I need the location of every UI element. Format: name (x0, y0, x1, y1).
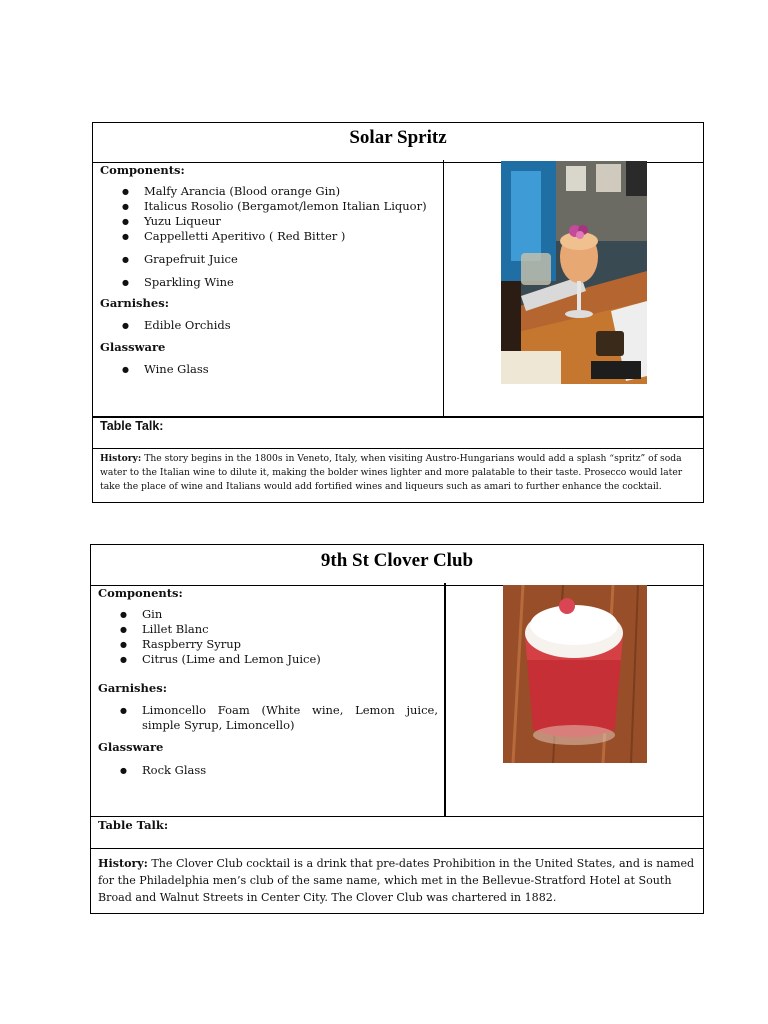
garnish-item: ● Limoncello Foam (White wine, Lemon juice, simple Syrup, Limoncello) (142, 703, 438, 733)
component-item: ● Raspberry Syrup (142, 637, 438, 652)
component-item: ● Malfy Arancia (Blood orange Gin) (144, 184, 436, 199)
components-list (98, 607, 438, 667)
recipe-cell (93, 160, 443, 416)
garnishes-label: Garnishes: (100, 296, 169, 310)
component-item: ● Citrus (Lime and Lemon Juice) (142, 652, 438, 667)
photo-cell (444, 583, 703, 816)
garnishes-list (98, 703, 438, 733)
history-text: The story begins in the 1800s in Veneto, Italy, when visiting Austro-Hungarians would add a splash “spritz” of soda water to the Italian wine to dilute it, making the bolder wines lighter and more palatable to their taste. Prosecco would later take the place of wine and Italians would add fortified wines and liqueurs such as amari to further enhance the cocktail. (100, 453, 683, 492)
cocktail-card-clover-club (90, 544, 704, 914)
garnishes-list (100, 318, 436, 333)
components-list (100, 184, 436, 290)
component-item: ● Grapefruit Juice (144, 252, 436, 267)
component-item: ● Lillet Blanc (142, 622, 438, 637)
glassware-list (100, 362, 436, 377)
garnish-item: ● Edible Orchids (144, 318, 436, 333)
cocktail-title: Solar Spritz (93, 123, 703, 163)
recipe-cell (91, 583, 445, 816)
glassware-list (98, 763, 438, 778)
components-label: Components: (100, 163, 185, 177)
history-text: The Clover Club cocktail is a drink that pre-dates Prohibition in the United States, and is named for the Philadelphia men’s club of the same name, which met in the Bellevue-Stratford Hotel at South Broad and Walnut Streets in Center City. The Clover Club was chartered in 1882. (98, 857, 695, 904)
glassware-label: Glassware (100, 340, 166, 354)
glassware-label: Glassware (98, 740, 164, 754)
table-talk-header: Table Talk: (91, 816, 703, 849)
component-item: ● Cappelletti Aperitivo ( Red Bitter ) (144, 229, 436, 244)
component-item: ● Sparkling Wine (144, 275, 436, 290)
photo-cell (443, 160, 703, 416)
history-label: History: (100, 453, 142, 464)
clover-club-photo (503, 585, 647, 763)
component-item: ● Gin (142, 607, 438, 622)
table-talk-header: Table Talk: (93, 416, 703, 449)
garnishes-label: Garnishes: (98, 681, 167, 695)
glassware-item: ● Wine Glass (144, 362, 436, 377)
cocktail-card-solar-spritz (92, 122, 704, 503)
history-label: History: (98, 857, 148, 870)
glassware-item: ● Rock Glass (142, 763, 438, 778)
solar-spritz-photo (501, 161, 647, 384)
component-item: ● Italicus Rosolio (Bergamot/lemon Italian Liquor) (144, 199, 436, 214)
cocktail-title: 9th St Clover Club (91, 545, 703, 586)
history-section (93, 449, 703, 502)
components-label: Components: (98, 586, 183, 600)
history-section (91, 849, 703, 913)
component-item: ● Yuzu Liqueur (144, 214, 436, 229)
